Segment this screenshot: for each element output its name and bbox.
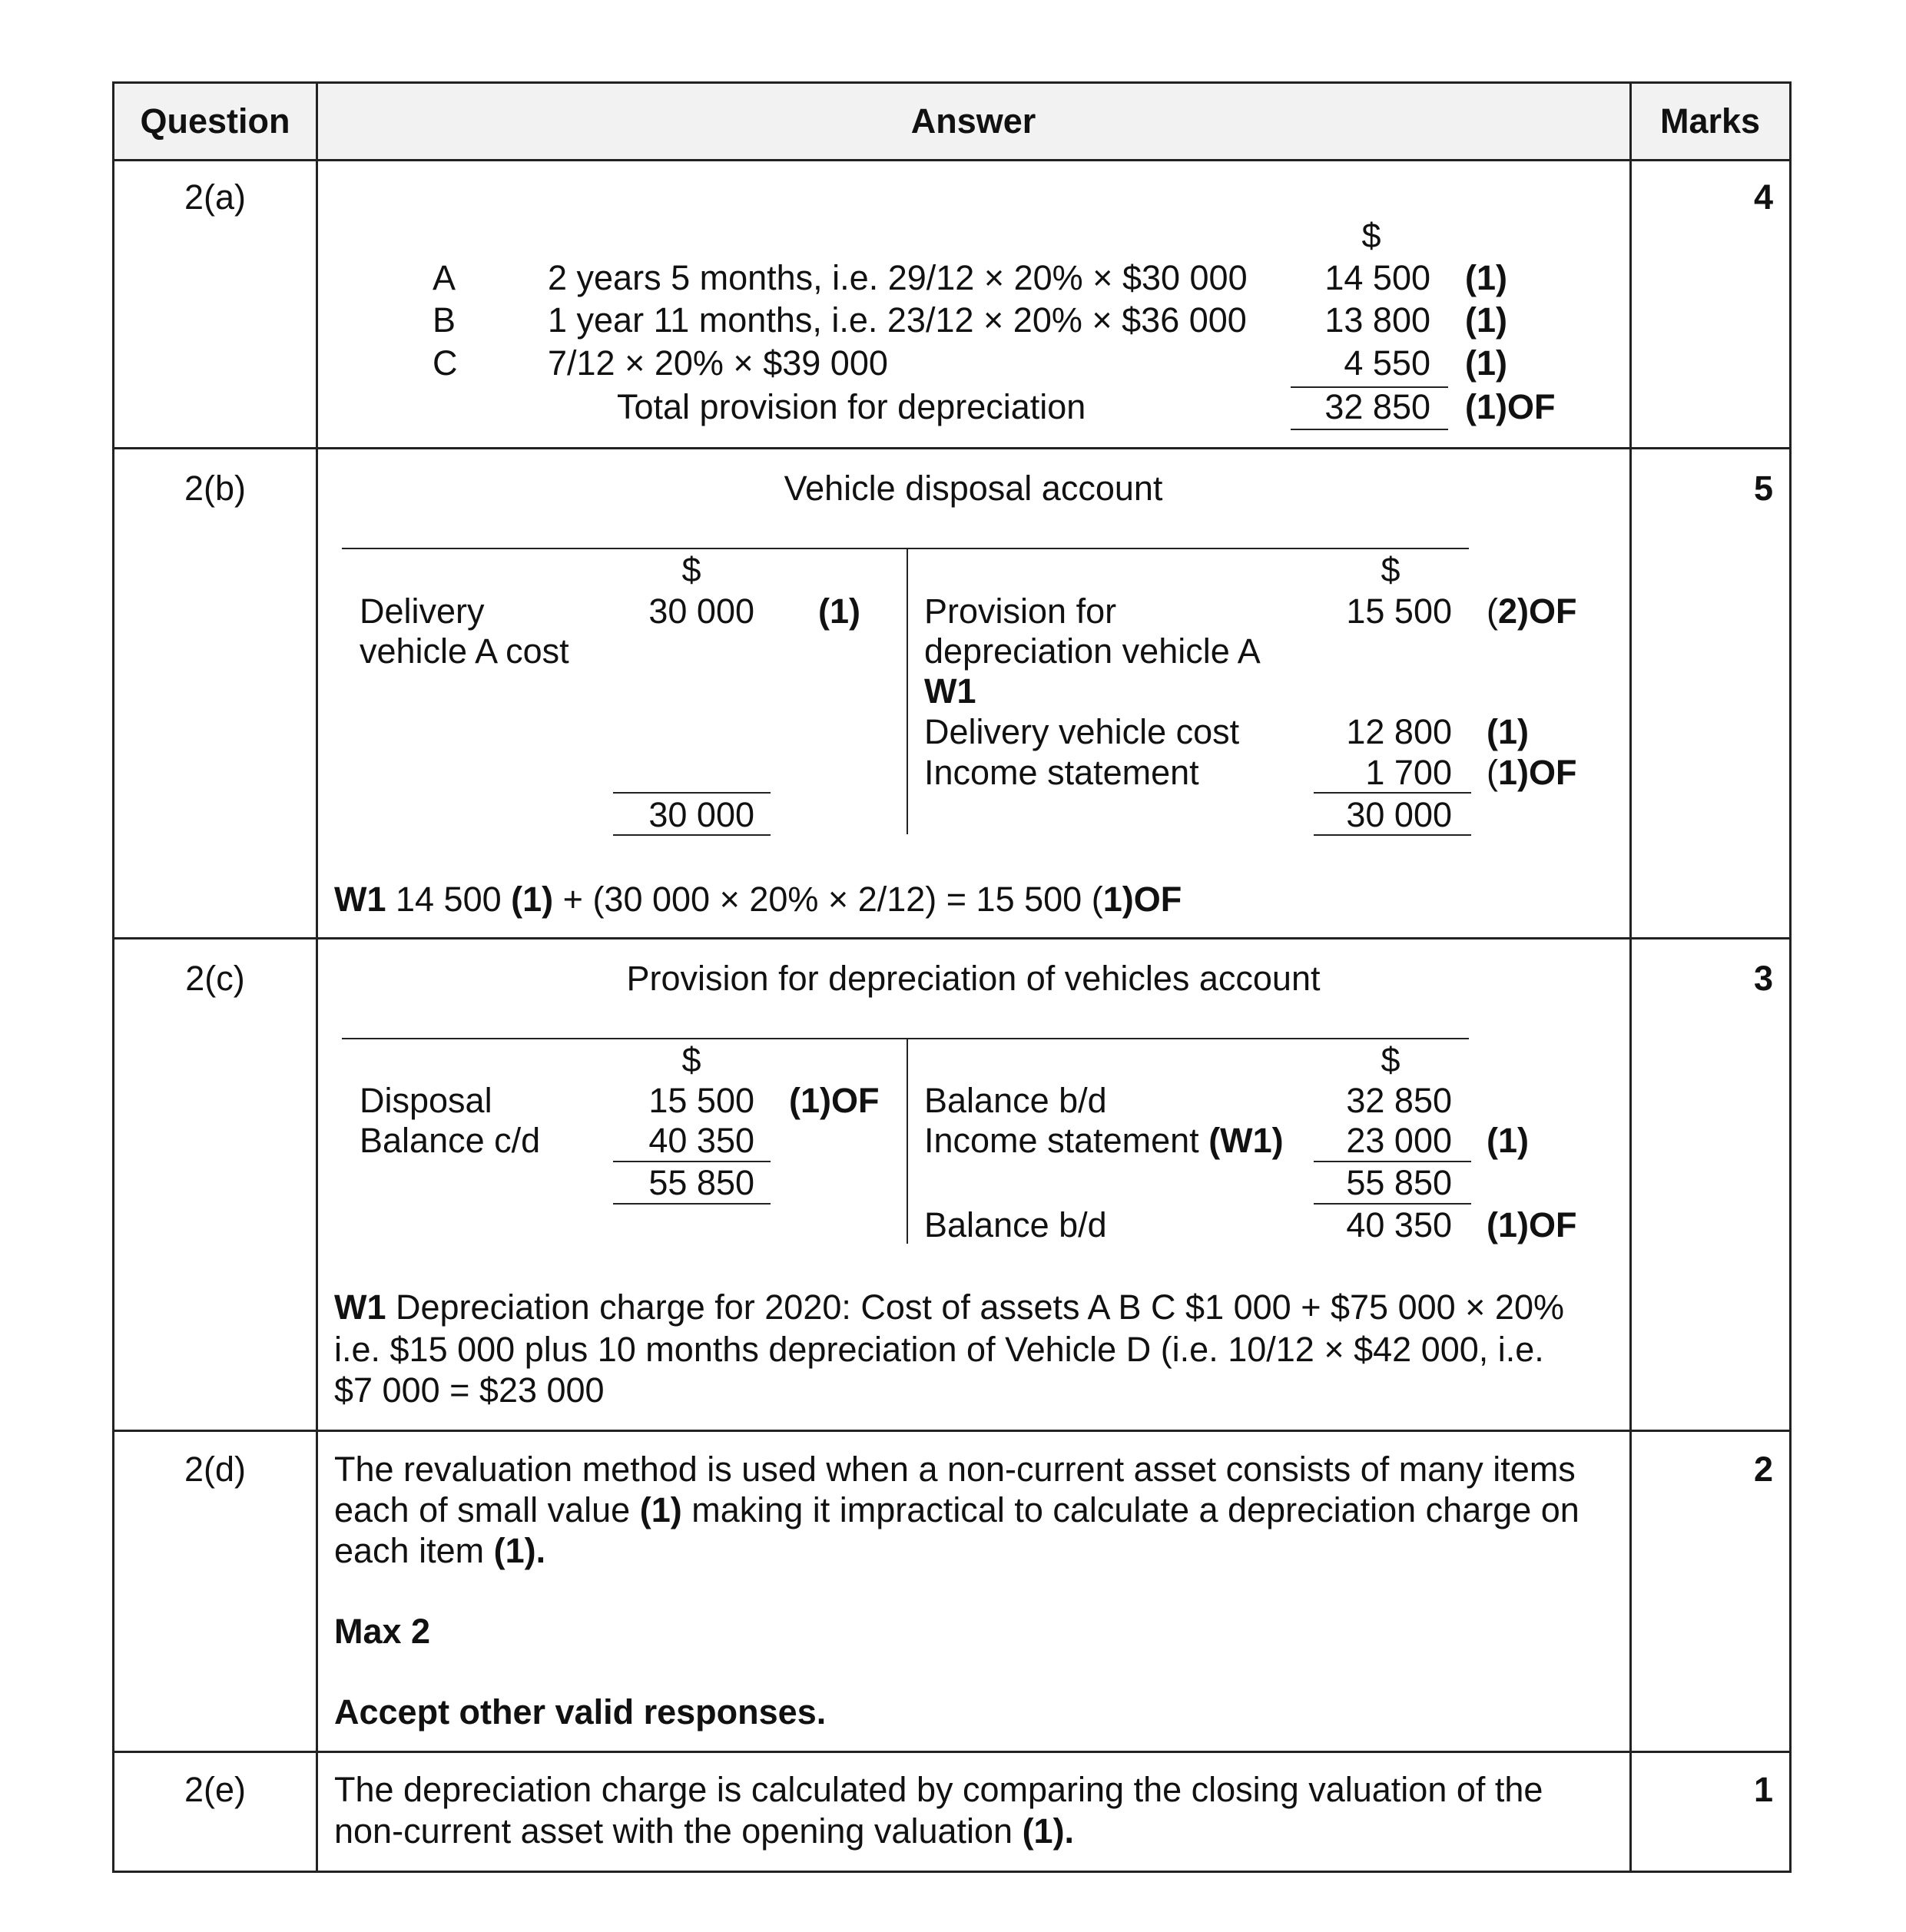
marks-2d: 2 — [1753, 1450, 1773, 1489]
2c-credit-3-desc: Balance b/d — [924, 1205, 1107, 1244]
2b-debit-total-rule — [613, 834, 771, 836]
2a-amount-a: 14 500 — [1324, 258, 1430, 297]
2b-debit-amount: 30 000 — [648, 592, 754, 631]
2a-total-mark: (1)OF — [1465, 387, 1556, 426]
table-border-top — [112, 81, 1792, 84]
2a-desc-b: 1 year 11 months, i.e. 23/12 × 20% × $36 000 — [548, 300, 1247, 340]
2c-credit-2-desc — [924, 1120, 1284, 1162]
header-marks: Marks — [1659, 101, 1761, 141]
2c-debit-2-desc: Balance c/d — [360, 1121, 541, 1160]
2b-credit-1-desc-line1: Provision for — [924, 592, 1117, 631]
2b-credit-total: 30 000 — [1346, 795, 1452, 834]
header-answer: Answer — [910, 101, 1036, 141]
2c-credit-2-amount: 23 000 — [1346, 1121, 1452, 1160]
question-label-2c: 2(c) — [185, 959, 245, 998]
2c-credit-currency: $ — [1381, 1040, 1400, 1079]
2a-amount-b: 13 800 — [1324, 300, 1430, 340]
2c-credit-3-amount: 40 350 — [1346, 1205, 1452, 1244]
table-border-right — [1789, 81, 1792, 1873]
2b-credit-1-desc-line2: depreciation vehicle A — [924, 631, 1261, 671]
2a-amount-c: 4 550 — [1344, 343, 1430, 383]
2a-mark-c: (1) — [1465, 343, 1507, 383]
2b-w1-mark1: (1) — [511, 880, 554, 919]
2c-credit-1-amount: 32 850 — [1346, 1081, 1452, 1120]
2c-credit-2-ref: (W1) — [1208, 1121, 1284, 1160]
2b-credit-3-mark-open: ( — [1487, 753, 1498, 792]
question-label-2a: 2(a) — [184, 177, 247, 217]
2e-line2-mark: (1). — [1022, 1811, 1075, 1851]
2b-credit-1-amount: 15 500 — [1346, 592, 1452, 631]
2d-accept-note: Accept other valid responses. — [334, 1692, 827, 1732]
2b-w1-mark2: 1)OF — [1102, 880, 1182, 919]
2d-line2-mark: (1) — [639, 1490, 682, 1529]
marks-2e: 1 — [1753, 1770, 1773, 1809]
2b-w1-part1: 14 500 — [386, 880, 512, 919]
2b-debit-total: 30 000 — [648, 795, 754, 834]
2a-desc-a: 2 years 5 months, i.e. 29/12 × 20% × $30 000 — [548, 258, 1248, 297]
2b-credit-1-mark-open: ( — [1487, 592, 1498, 631]
2b-debit-currency: $ — [681, 550, 701, 589]
column-divider-marks — [1629, 81, 1632, 1873]
2c-working-w1-line3: $7 000 = $23 000 — [334, 1370, 605, 1410]
row-divider-2a-2b — [112, 447, 1792, 449]
2c-account-top-rule — [342, 1038, 1469, 1039]
2a-mark-b: (1) — [1465, 300, 1507, 340]
header-question: Question — [140, 101, 290, 141]
2b-debit-desc-line1: Delivery — [360, 592, 485, 631]
table-border-bottom — [112, 1871, 1792, 1873]
2a-total-label: Total provision for depreciation — [617, 387, 1086, 426]
row-divider-2c-2d — [112, 1430, 1792, 1432]
2a-letter-b: B — [433, 300, 456, 340]
2d-answer-line2 — [334, 1490, 1579, 1531]
2b-credit-1-mark-rest: 2)OF — [1498, 592, 1577, 631]
2c-debit-1-desc: Disposal — [360, 1081, 492, 1120]
header-divider — [112, 159, 1792, 161]
2c-debit-1-amount: 15 500 — [648, 1081, 754, 1120]
2b-credit-2-mark: (1) — [1487, 712, 1529, 751]
2c-credit-3-mark: (1)OF — [1487, 1205, 1577, 1244]
2e-answer-line2 — [334, 1811, 1074, 1852]
2d-answer-line3 — [334, 1530, 545, 1572]
2b-debit-mark: (1) — [818, 592, 860, 631]
2b-credit-3-mark-rest: 1)OF — [1498, 753, 1577, 792]
2d-line2-c: making it impractical to calculate a depreciation charge on — [681, 1490, 1579, 1529]
2a-mark-a: (1) — [1465, 258, 1507, 297]
row-divider-2b-2c — [112, 937, 1792, 939]
2c-w1-text1: Depreciation charge for 2020: Cost of assets A B C $1 000 + $75 000 × 20% — [386, 1287, 1564, 1327]
2c-debit-total-rule — [613, 1203, 771, 1205]
2a-letter-a: A — [433, 258, 456, 297]
2a-currency: $ — [1361, 216, 1381, 255]
2a-total-rule — [1291, 429, 1448, 430]
2b-credit-1-mark — [1487, 591, 1577, 632]
marks-2a: 4 — [1753, 177, 1773, 217]
2b-credit-2-desc: Delivery vehicle cost — [924, 712, 1240, 751]
2b-credit-subtotal-rule — [1314, 792, 1471, 794]
2b-credit-3-mark — [1487, 752, 1577, 794]
2c-credit-1-desc: Balance b/d — [924, 1081, 1107, 1120]
question-label-2b: 2(b) — [184, 469, 247, 508]
2d-answer-line1: The revaluation method is used when a non-current asset consists of many items — [334, 1450, 1576, 1489]
2c-credit-total: 55 850 — [1346, 1163, 1452, 1202]
2a-desc-c: 7/12 × 20% × $39 000 — [548, 343, 888, 383]
2c-debit-total: 55 850 — [648, 1163, 754, 1202]
2b-debit-subtotal-rule — [613, 792, 771, 794]
2d-line2-a: each of small value — [334, 1490, 640, 1529]
2c-credit-2-mark: (1) — [1487, 1121, 1529, 1160]
2b-w1-part2: + (30 000 × 20% × 2/12) = 15 500 ( — [553, 880, 1103, 919]
2b-credit-1-desc-line3: W1 — [924, 671, 976, 711]
2c-debit-2-amount: 40 350 — [648, 1121, 754, 1160]
2c-debit-1-mark: (1)OF — [789, 1081, 880, 1120]
2b-credit-currency: $ — [1381, 550, 1400, 589]
2a-total-amount: 32 850 — [1324, 387, 1430, 426]
2c-w1-label: W1 — [334, 1287, 386, 1327]
2c-account-title: Provision for depreciation of vehicles account — [626, 959, 1321, 998]
2c-credit-2-text: Income statement — [924, 1121, 1209, 1160]
2e-answer-line1: The depreciation charge is calculated by comparing the closing valuation of the — [334, 1770, 1543, 1809]
2b-account-top-rule — [342, 548, 1469, 549]
2b-account-center-rule — [907, 548, 908, 834]
2b-working-w1 — [334, 879, 1182, 920]
2b-account-title: Vehicle disposal account — [784, 469, 1163, 508]
2c-account-center-rule — [907, 1038, 908, 1244]
2c-debit-currency: $ — [681, 1040, 701, 1079]
2e-line2-a: non-current asset with the opening valuation — [334, 1811, 1023, 1851]
2c-working-w1-line2: i.e. $15 000 plus 10 months depreciation of Vehicle D (i.e. 10/12 × $42 000, i.e. — [334, 1330, 1544, 1369]
2b-credit-3-amount: 1 700 — [1365, 753, 1452, 792]
2b-credit-total-rule — [1314, 834, 1471, 836]
2b-credit-3-desc: Income statement — [924, 753, 1199, 792]
2c-working-w1-line1 — [334, 1287, 1564, 1328]
marks-2c: 3 — [1753, 959, 1773, 998]
2b-w1-label: W1 — [334, 880, 386, 919]
2d-line3-mark: (1). — [493, 1531, 546, 1570]
row-divider-2d-2e — [112, 1751, 1792, 1753]
2a-letter-c: C — [433, 343, 458, 383]
question-label-2e: 2(e) — [184, 1770, 247, 1809]
2b-credit-2-amount: 12 800 — [1346, 712, 1452, 751]
2d-max-note: Max 2 — [334, 1612, 431, 1651]
question-label-2d: 2(d) — [184, 1450, 247, 1489]
marks-2b: 5 — [1753, 469, 1773, 508]
2b-debit-desc-line2: vehicle A cost — [360, 631, 569, 671]
2d-line3-a: each item — [334, 1531, 494, 1570]
